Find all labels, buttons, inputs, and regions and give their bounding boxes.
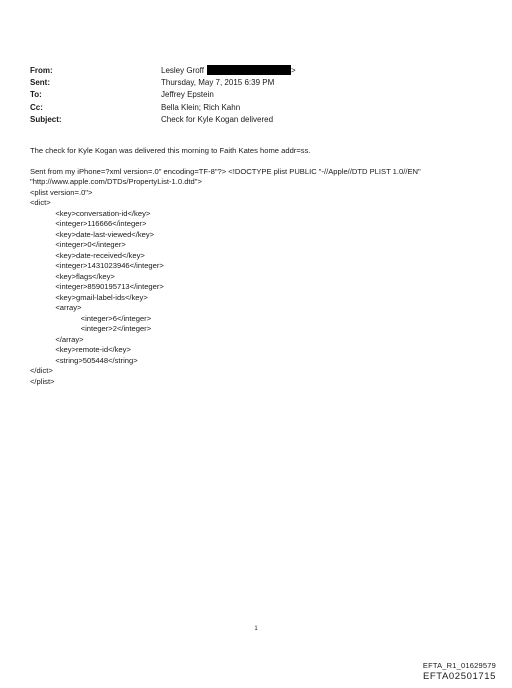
cc-label: Cc: [30,102,43,112]
plist-line: <integer>0</integer> [30,240,126,249]
redaction-box [207,65,291,75]
email-body [30,146,490,387]
message-text: The check for Kyle Kogan was delivered this morning to Faith Kates home addr=ss. [30,146,311,155]
subject-label: Subject: [30,114,62,124]
plist-line: <dict> [30,198,51,207]
to-label: To: [30,90,42,100]
to-value: Jeffrey Epstein [161,90,214,100]
bates-stamp-1: EFTA_R1_01629579 [422,661,496,670]
plist-line: <plist version=.0"> [30,187,93,197]
sent-label: Sent: [30,78,50,88]
subject-value: Check for Kyle Kogan delivered [161,114,274,124]
sent-from-line-2: "http://www.apple.com/DTDs/PropertyList-1.0.dtd"> [30,177,202,186]
plist-line: <key>flags</key> [30,271,115,281]
bates-stamp-2: EFTA02501715 [422,671,496,682]
plist-line: <string>505448</string> [30,355,138,365]
plist-line: <key>conversation-id</key> [30,208,151,218]
plist-line: <key>remote-id</key> [30,345,131,354]
plist-line: <integer>2</integer> [30,324,152,333]
from-name: Lesley Groff [161,66,204,75]
page-number: 1 [254,626,258,632]
plist-line: </plist> [30,376,55,386]
cc-value: Bella Klein; Rich Kahn [161,102,241,112]
plist-line: <integer>6</integer> [30,313,152,323]
plist-line: <integer>1431023946</integer> [30,261,164,270]
from-value [161,65,296,77]
plist-line: <key>gmail-label-ids</key> [30,292,148,302]
from-label: From: [30,66,53,75]
plist-line: </dict> [30,366,53,375]
sent-from-line-1: Sent from my iPhone=?xml version=.0" encoding=TF-8"?> <!DOCTYPE plist PUBLIC "-//Apple//DTD PLIST 1.0//EN" [30,166,421,176]
plist-line: </array> [30,334,84,344]
plist-line: <array> [30,303,82,312]
sent-value: Thursday, May 7, 2015 6:39 PM [161,78,275,88]
plist-line: <integer>8590195713</integer> [30,282,164,291]
from-suffix: > [290,66,296,75]
plist-line: <key>date-received</key> [30,250,145,260]
plist-line: <key>date-last-viewed</key> [30,229,155,239]
plist-line: <integer>116666</integer> [30,219,147,228]
